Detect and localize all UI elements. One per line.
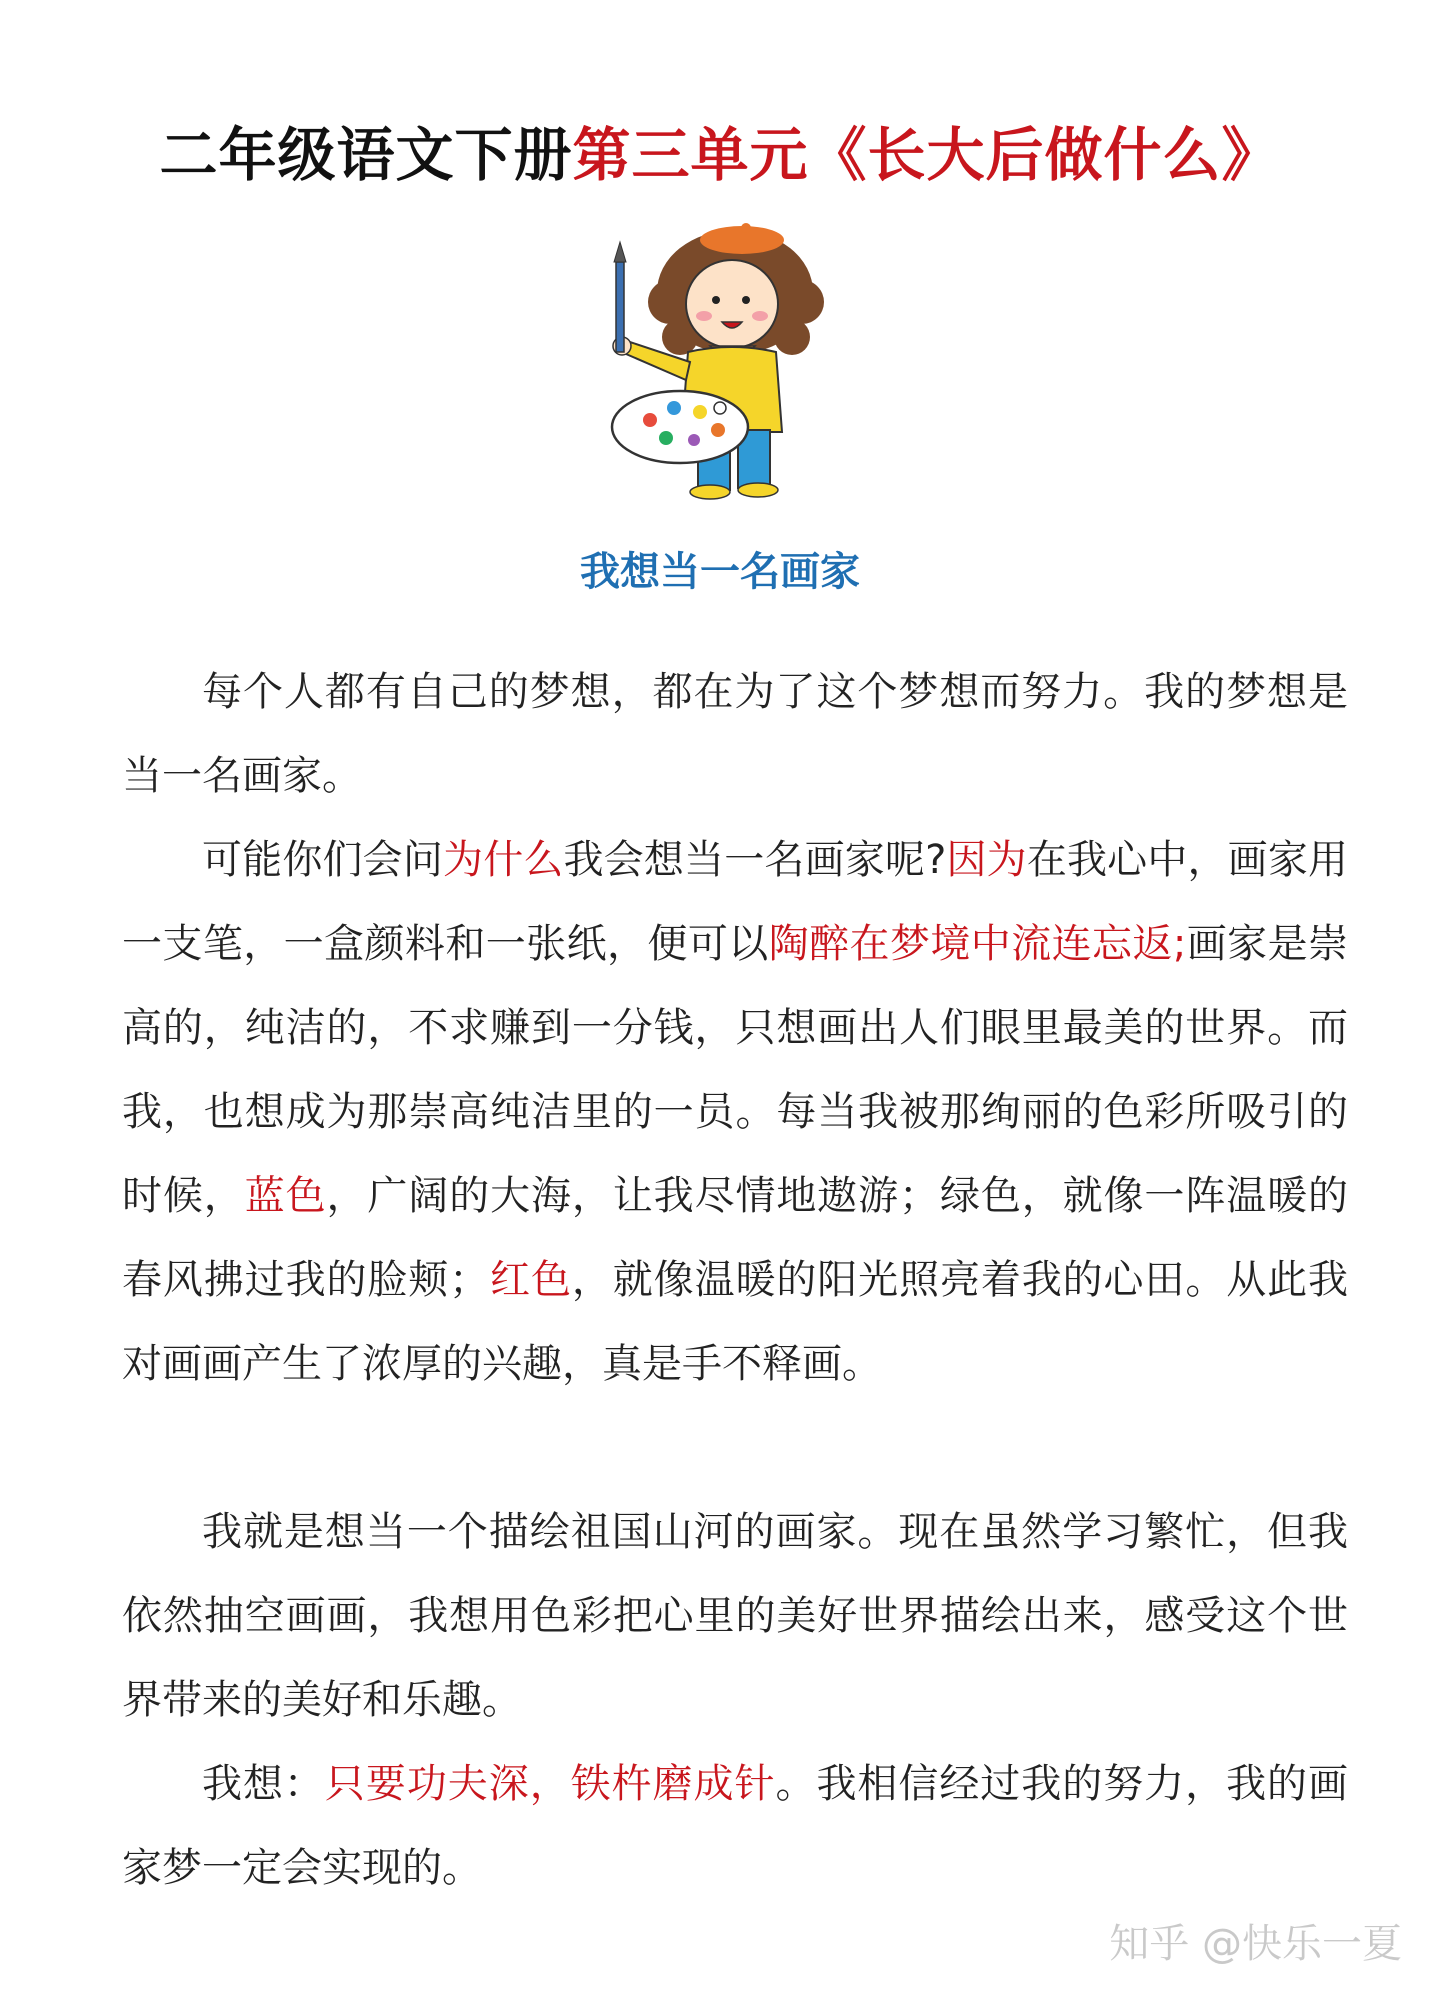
watermark: 知乎 @快乐一夏 — [1109, 1921, 1402, 1967]
paragraph-4-text-1: 我想： — [202, 1761, 325, 1807]
highlight-because: 因为 — [946, 837, 1027, 883]
title-unit: 第三单元《长大后做什么》 — [572, 121, 1281, 189]
paragraph-2-text-3: 在我心中，画家用一支笔，一盒颜料和一张纸，便可以 — [122, 837, 1349, 967]
paragraph-1-text: 每个人都有自己的梦想，都在为了这个梦想而努力。我的梦想是当一名画家。 — [122, 669, 1348, 799]
girl-painter-illustration-icon — [570, 222, 870, 502]
paragraph-4-text-2: 。我相信经过我的努力，我的画家梦一定会实现的。 — [122, 1761, 1349, 1891]
paragraph-2 — [122, 818, 1348, 1406]
page-title — [0, 108, 1440, 192]
paragraph-2-text-2: 我会想当一名画家呢? — [563, 837, 947, 883]
paragraph-2-text-1: 可能你们会问 — [202, 837, 444, 883]
highlight-blue: 蓝色 — [244, 1173, 327, 1219]
title-grade: 二年级语文下册 — [159, 121, 573, 189]
paragraph-2-text-6: ，就像温暖的阳光照亮着我的心田。从此我对画画产生了浓厚的兴趣，真是手不释画。 — [122, 1257, 1349, 1387]
highlight-dreamland: 陶醉在梦境中流连忘返; — [768, 921, 1187, 967]
paragraph-2-text-4: 画家是崇高的，纯洁的，不求赚到一分钱，只想画出人们眼里最美的世界。而我，也想成为那崇高纯洁里的一员。每当我被那绚丽的色彩所吸引的时候， — [122, 921, 1349, 1219]
highlight-why: 为什么 — [443, 837, 564, 883]
highlight-red: 红色 — [489, 1257, 572, 1303]
paragraph-3-text: 我就是想当一个描绘祖国山河的画家。现在虽然学习繁忙，但我依然抽空画画，我想用色彩把心里的美好世界描绘出来，感受这个世界带来的美好和乐趣。 — [122, 1509, 1348, 1723]
article-title: 我想当一名画家 — [580, 549, 860, 595]
paragraph-1 — [122, 650, 1348, 818]
paragraph-4 — [122, 1742, 1348, 1910]
paragraph-2-text-5: ，广阔的大海，让我尽情地遨游；绿色，就像一阵温暖的春风拂过我的脸颊； — [122, 1173, 1349, 1303]
highlight-proverb: 只要功夫深，铁杵磨成针 — [324, 1761, 776, 1807]
paragraph-3 — [122, 1490, 1348, 1742]
